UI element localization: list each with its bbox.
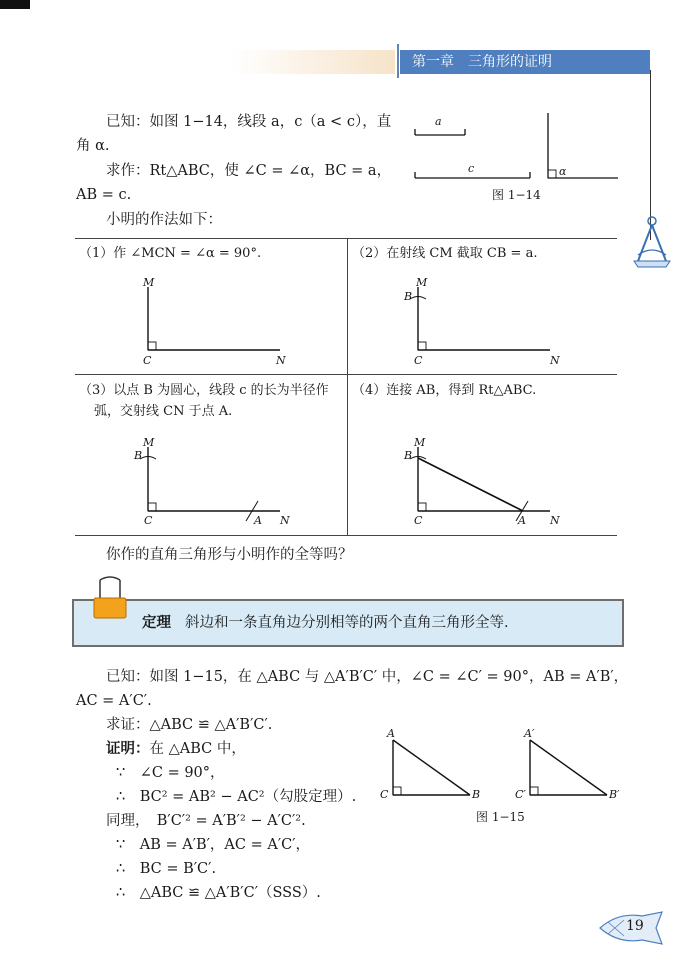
theorem-box — [72, 599, 624, 647]
figure-1-15 — [385, 730, 625, 810]
proof-start — [106, 740, 246, 758]
proof-step-1: ∵ ∠C = 90°， — [116, 765, 225, 781]
theorem-text: 斜边和一条直角边分别相等的两个直角三角形全等. — [185, 615, 509, 631]
step3-label-n: N — [280, 514, 290, 527]
step3-label-m: M — [143, 436, 155, 449]
fig15-label-a-prime: A′ — [524, 727, 535, 740]
step1-text: （1）作 ∠MCN = ∠α = 90°. — [79, 246, 262, 261]
header-divider — [397, 44, 399, 78]
proof-given-2: AC = A′C′. — [76, 693, 152, 709]
proof-label: 证明： — [106, 740, 150, 757]
proof-step-2: ∴ BC² = AB² − AC²（勾股定理）. — [116, 789, 357, 805]
step2-diagram — [410, 285, 560, 355]
step2-label-b: B — [404, 290, 413, 303]
step4-label-b: B — [404, 449, 413, 462]
proof-step-3: 同理， B′C′² = A′B′² − A′C′². — [106, 813, 306, 829]
step4-label-c: C — [414, 514, 423, 527]
given-line1: 已知：如图 1−14，线段 a，c（a < c），直 — [106, 114, 392, 130]
method-intro: 小明的作法如下： — [106, 212, 222, 228]
caption-1-15: 图 1−15 — [476, 810, 525, 824]
page-number: 19 — [626, 918, 644, 934]
step3-text-1: （3）以点 B 为圆心，线段 c 的长为半径作 — [79, 383, 329, 398]
task-line1: 求作：Rt△ABC，使 ∠C = ∠α，BC = a， — [106, 163, 392, 179]
step4-label-n: N — [550, 514, 560, 527]
fig15-label-a: A — [387, 727, 395, 740]
question-text: 你作的直角三角形与小明作的全等吗？ — [106, 547, 353, 563]
step4-label-m: M — [414, 436, 426, 449]
proof-step-4: ∵ AB = A′B′，AC = A′C′， — [116, 837, 311, 853]
step2-label-c: C — [414, 354, 423, 367]
step3-label-c: C — [144, 514, 153, 527]
step1-label-c: C — [143, 354, 152, 367]
step2-label-m: M — [416, 276, 428, 289]
fig15-label-c: C — [380, 788, 389, 801]
binder-clip-icon — [92, 578, 128, 620]
proof-step-6: ∴ △ABC ≌ △A′B′C′（SSS）. — [116, 885, 321, 901]
proof-given-1: 已知：如图 1−15，在 △ABC 与 △A′B′C′ 中，∠C = ∠C′ = 90°，AB = A′B′， — [106, 669, 629, 685]
proof-step-5: ∴ BC = B′C′. — [116, 861, 217, 877]
label-c: c — [468, 162, 475, 175]
step3-diagram — [140, 445, 290, 517]
step4-diagram — [410, 445, 560, 517]
proof-start-text: 在 △ABC 中， — [149, 741, 246, 757]
header-gradient — [230, 50, 395, 74]
fig15-label-b-prime: B′ — [609, 788, 620, 801]
fig15-label-c-prime: C′ — [515, 788, 526, 801]
given-line2: 角 α. — [76, 138, 110, 154]
step4-text: （4）连接 AB，得到 Rt△ABC. — [352, 383, 537, 398]
corner-mark — [0, 0, 30, 9]
fig15-label-b: B — [472, 788, 481, 801]
caption-1-14: 图 1−14 — [492, 188, 541, 202]
theorem-label: 定理 — [142, 615, 171, 631]
proof-prove: 求证：△ABC ≌ △A′B′C′. — [106, 717, 273, 733]
label-alpha: α — [559, 165, 567, 178]
chapter-header: 第一章 三角形的证明 — [400, 50, 650, 74]
step1-diagram — [140, 285, 290, 355]
step1-label-m: M — [143, 276, 155, 289]
step2-label-n: N — [550, 354, 560, 367]
step4-label-a: A — [518, 514, 526, 527]
step3-text-2: 弧，交射线 CN 于点 A. — [94, 404, 233, 419]
step2-text: （2）在射线 CM 截取 CB = a. — [352, 246, 538, 261]
compass-icon — [630, 215, 674, 267]
step1-label-n: N — [276, 354, 286, 367]
task-line2: AB = c. — [76, 187, 132, 203]
label-a: a — [435, 115, 442, 128]
step3-label-a: A — [254, 514, 262, 527]
step3-label-b: B — [134, 449, 143, 462]
